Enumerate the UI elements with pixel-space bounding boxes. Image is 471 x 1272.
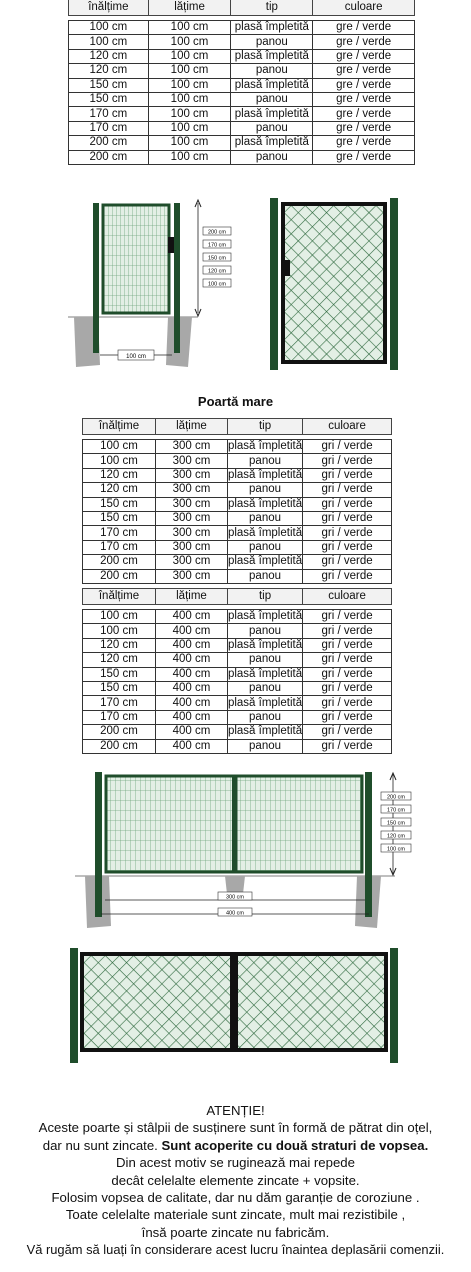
table-cell: 120 cm	[69, 64, 149, 78]
table-cell: 100 cm	[148, 35, 231, 49]
table-row	[83, 667, 392, 681]
table-cell: 200 cm	[83, 725, 156, 739]
table-row	[83, 511, 392, 525]
table-cell: plasă împletită	[231, 78, 313, 92]
table-cell: 300 cm	[156, 555, 228, 569]
table-cell: gre / verde	[313, 21, 415, 35]
table-cell: 150 cm	[69, 78, 149, 92]
table-large-gate-300	[82, 418, 392, 584]
table-cell: plasă împletită	[227, 497, 303, 510]
table-cell: 170 cm	[83, 696, 156, 710]
table-cell: 300 cm	[156, 454, 228, 468]
table-cell: plasă împletită	[227, 555, 303, 568]
small-gate-woven-diagram	[270, 198, 405, 373]
table-row	[83, 739, 392, 753]
table-row	[83, 710, 392, 724]
table-cell: gre / verde	[313, 49, 415, 63]
column-header: culoare	[313, 0, 415, 16]
small-gate-diagram	[68, 195, 268, 375]
table-cell: 120 cm	[83, 653, 156, 667]
dimension-label: 200 cm	[386, 794, 406, 801]
notice-line: Toate celelalte materiale sunt zincate, mult mai rezistibile ,	[65, 1207, 406, 1223]
table-cell: plasă împletită	[227, 638, 303, 651]
table-cell: 150 cm	[83, 511, 156, 525]
table-cell: gri / verde	[303, 497, 392, 511]
column-header: culoare	[303, 589, 392, 605]
table-cell: 100 cm	[148, 64, 231, 78]
table-cell: 300 cm	[156, 497, 228, 511]
notice-title: ATENȚIE!	[206, 1103, 265, 1118]
table-cell: gre / verde	[313, 150, 415, 164]
table-cell: gri / verde	[303, 511, 392, 525]
table-cell: 100 cm	[83, 624, 156, 638]
table-cell: gri / verde	[303, 610, 392, 624]
table-cell: 400 cm	[156, 710, 228, 724]
table-cell: plasă împletită	[227, 440, 303, 453]
table-cell: 400 cm	[156, 624, 228, 638]
table-row	[83, 497, 392, 511]
notice-line: însă poarte zincate nu fabricăm.	[141, 1224, 330, 1240]
table-cell: 200 cm	[83, 569, 156, 583]
table-row	[83, 624, 392, 638]
table-cell: gri / verde	[303, 725, 392, 739]
dimension-label: 120 cm	[207, 268, 227, 275]
dimension-label: 400 cm	[225, 910, 245, 917]
table-cell: 400 cm	[156, 681, 228, 695]
table-cell: panou	[231, 92, 313, 106]
table-row	[83, 454, 392, 468]
table-cell: gre / verde	[313, 121, 415, 135]
table-cell: gri / verde	[303, 526, 392, 540]
table-large-gate-400	[82, 588, 392, 754]
table-row	[69, 64, 415, 78]
column-header: lățime	[156, 419, 228, 435]
table-row	[69, 150, 415, 164]
table-cell: panou	[231, 64, 313, 78]
table-row	[83, 483, 392, 497]
table-cell: 400 cm	[156, 610, 228, 624]
notice-line: dar nu sunt zincate. Sunt acoperite cu două straturi de vopsea.	[42, 1137, 429, 1153]
table-cell: panou	[227, 653, 302, 667]
table-cell: plasă împletită	[227, 725, 303, 738]
dimension-label: 150 cm	[386, 820, 406, 827]
table-cell: 300 cm	[156, 468, 228, 482]
table-cell: 100 cm	[148, 121, 231, 135]
table-row	[83, 526, 392, 540]
column-header: tip	[227, 419, 302, 435]
table-cell: 170 cm	[83, 710, 156, 724]
table-row	[69, 136, 415, 150]
dimension-label: 170 cm	[207, 242, 227, 249]
notice-line: Din acest motiv se rugineazǎ mai repede	[116, 1155, 355, 1171]
table-cell: plasă împletită	[231, 21, 313, 35]
table-cell: panou	[227, 483, 302, 497]
table-row	[83, 555, 392, 569]
width-label-100: 100 cm	[126, 354, 146, 360]
column-header: culoare	[303, 419, 392, 435]
notice-line: Vă rugăm să luați în considerare acest lucru înaintea deplasării comenzii.	[26, 1242, 445, 1258]
table-header-row	[69, 0, 415, 16]
notice-line: decât celelalte elemente zincate + vopsite.	[111, 1172, 360, 1188]
column-header: înălțime	[83, 419, 156, 435]
table-cell: 120 cm	[83, 468, 156, 482]
table-header-row	[83, 419, 392, 435]
table-cell: panou	[227, 569, 302, 583]
table-cell: 100 cm	[83, 454, 156, 468]
table-cell: gri / verde	[303, 454, 392, 468]
table-cell: 300 cm	[156, 483, 228, 497]
table-cell: panou	[227, 511, 302, 525]
table-cell: panou	[227, 454, 302, 468]
table-cell: 400 cm	[156, 696, 228, 710]
table-cell: gre / verde	[313, 92, 415, 106]
table-cell: 100 cm	[148, 92, 231, 106]
table-cell: 300 cm	[156, 540, 228, 554]
table-cell: 100 cm	[83, 610, 156, 624]
table-cell: 100 cm	[148, 49, 231, 63]
table-row	[83, 638, 392, 652]
table-cell: 400 cm	[156, 667, 228, 681]
column-header: înălțime	[69, 0, 149, 16]
table-cell: 100 cm	[69, 35, 149, 49]
notice-emphasis: Sunt acoperite cu două straturi de vopsea.	[161, 1137, 429, 1153]
table-header-row	[83, 589, 392, 605]
table-cell: 400 cm	[156, 739, 228, 753]
table-cell: panou	[231, 121, 313, 135]
table-cell: gre / verde	[313, 78, 415, 92]
table-cell: 400 cm	[156, 638, 228, 652]
table-cell: panou	[227, 710, 302, 724]
table-row	[83, 653, 392, 667]
table-cell: 200 cm	[83, 555, 156, 569]
warning-notice	[0, 1102, 471, 1259]
table-cell: gri / verde	[303, 569, 392, 583]
table-cell: 300 cm	[156, 440, 228, 454]
table-cell: plasă împletită	[227, 667, 303, 680]
column-header: înălțime	[83, 589, 156, 605]
table-row	[69, 35, 415, 49]
column-header: tip	[231, 0, 313, 16]
table-cell: panou	[227, 739, 302, 753]
table-cell: gri / verde	[303, 440, 392, 454]
table-cell: 170 cm	[69, 121, 149, 135]
table-cell: 120 cm	[83, 483, 156, 497]
table-cell: 170 cm	[69, 107, 149, 121]
table-row	[69, 92, 415, 106]
table-cell: 400 cm	[156, 653, 228, 667]
table-row	[69, 121, 415, 135]
table-cell: plasă împletită	[227, 696, 303, 709]
table-row	[83, 569, 392, 583]
table-cell: panou	[227, 624, 302, 638]
column-header: lățime	[156, 589, 228, 605]
table-row	[83, 440, 392, 454]
table-row	[83, 696, 392, 710]
table-cell: 200 cm	[69, 136, 149, 150]
table-row	[69, 78, 415, 92]
large-gate-diagram	[75, 770, 415, 930]
table-cell: gri / verde	[303, 667, 392, 681]
dimension-label: 300 cm	[225, 894, 245, 901]
table-cell: plasă împletită	[227, 526, 303, 539]
table-small-gate	[68, 0, 415, 165]
table-row	[69, 49, 415, 63]
section-title: Poartă mare	[197, 394, 274, 409]
table-cell: gri / verde	[303, 710, 392, 724]
table-cell: 300 cm	[156, 526, 228, 540]
table-cell: plasă împletită	[227, 610, 303, 623]
table-cell: gre / verde	[313, 64, 415, 78]
table-cell: gri / verde	[303, 555, 392, 569]
table-cell: gri / verde	[303, 739, 392, 753]
table-cell: 100 cm	[69, 21, 149, 35]
table-cell: panou	[231, 35, 313, 49]
table-cell: 100 cm	[148, 150, 231, 164]
table-cell: 150 cm	[83, 667, 156, 681]
table-cell: panou	[231, 150, 313, 164]
table-cell: 170 cm	[83, 526, 156, 540]
table-cell: 100 cm	[148, 21, 231, 35]
dimension-label: 100 cm	[386, 846, 406, 853]
table-cell: gri / verde	[303, 483, 392, 497]
table-cell: gre / verde	[313, 35, 415, 49]
dimension-label: 200 cm	[207, 229, 227, 236]
table-cell: gri / verde	[303, 653, 392, 667]
dimension-label: 150 cm	[207, 255, 227, 262]
table-cell: panou	[227, 540, 302, 554]
table-cell: plasă împletită	[231, 107, 313, 121]
table-cell: 150 cm	[83, 681, 156, 695]
table-cell: 150 cm	[69, 92, 149, 106]
column-header: tip	[227, 589, 302, 605]
table-cell: gri / verde	[303, 681, 392, 695]
table-cell: gri / verde	[303, 468, 392, 482]
notice-line: Folosim vopsea de calitate, dar nu dăm garanție de coroziune .	[51, 1190, 420, 1206]
table-cell: 120 cm	[69, 49, 149, 63]
table-row	[83, 681, 392, 695]
table-cell: gre / verde	[313, 136, 415, 150]
table-cell: 200 cm	[83, 739, 156, 753]
table-cell: 300 cm	[156, 569, 228, 583]
table-cell: 300 cm	[156, 511, 228, 525]
table-row	[83, 725, 392, 739]
table-row	[69, 107, 415, 121]
notice-line: Aceste poarte și stâlpii de susținere sunt în formă de pătrat din oțel,	[38, 1120, 433, 1136]
table-cell: plasă împletită	[227, 468, 303, 481]
table-cell: 100 cm	[83, 440, 156, 454]
table-cell: gri / verde	[303, 540, 392, 554]
table-cell: panou	[227, 681, 302, 695]
table-cell: 170 cm	[83, 540, 156, 554]
table-cell: gri / verde	[303, 696, 392, 710]
table-cell: 120 cm	[83, 638, 156, 652]
table-cell: gri / verde	[303, 638, 392, 652]
dimension-label: 170 cm	[386, 807, 406, 814]
table-cell: plasă împletită	[231, 136, 313, 150]
table-row	[83, 540, 392, 554]
table-cell: plasă împletită	[231, 49, 313, 63]
dimension-label: 120 cm	[386, 833, 406, 840]
table-cell: 100 cm	[148, 78, 231, 92]
table-cell: 400 cm	[156, 725, 228, 739]
dimension-label: 100 cm	[207, 281, 227, 288]
column-header: lățime	[148, 0, 231, 16]
large-gate-woven-diagram	[70, 948, 400, 1063]
table-cell: 100 cm	[148, 136, 231, 150]
table-cell: 100 cm	[148, 107, 231, 121]
table-cell: gre / verde	[313, 107, 415, 121]
table-cell: 150 cm	[83, 497, 156, 511]
table-row	[69, 21, 415, 35]
table-cell: gri / verde	[303, 624, 392, 638]
table-cell: 200 cm	[69, 150, 149, 164]
table-row	[83, 468, 392, 482]
table-row	[83, 610, 392, 624]
